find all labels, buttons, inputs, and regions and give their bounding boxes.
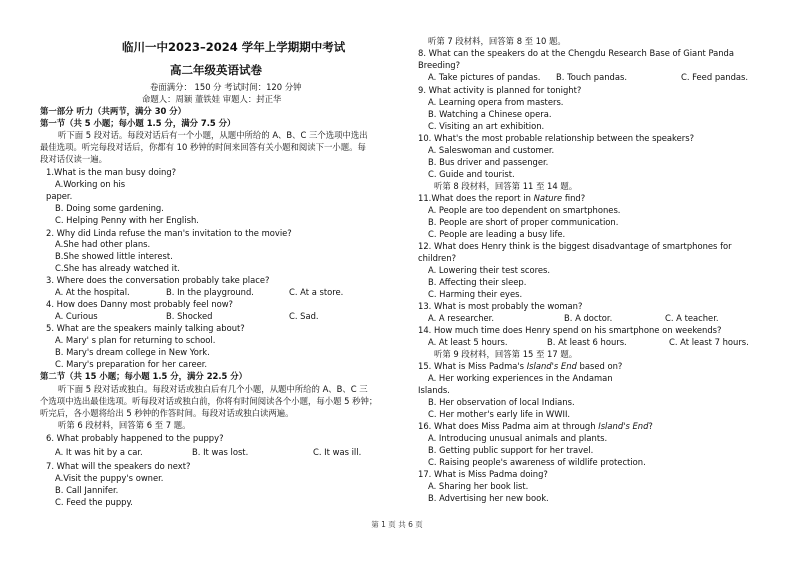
- q10-option-b: B. Bus driver and passenger.: [428, 157, 549, 167]
- q16-option-c: C. Raising people's awareness of wildlife protection.: [428, 457, 646, 467]
- question-8-line-2: Breeding?: [418, 60, 461, 70]
- q15-text-start: 15. What is Miss Padma's: [418, 361, 527, 371]
- q11-italic-title: Nature: [533, 193, 563, 203]
- q6-option-b: B. It was lost.: [192, 447, 249, 457]
- q5-option-a: A. Mary' s plan for returning to school.: [55, 335, 216, 345]
- q1-option-b: B. Doing some gardening.: [55, 203, 164, 213]
- q1-option-c: C. Helping Penny with her English.: [55, 215, 199, 225]
- q1-option-a-2: paper.: [46, 191, 73, 201]
- q8-option-c: C. Feed pandas.: [681, 72, 749, 82]
- q16-text-end: ?: [648, 421, 653, 431]
- q11-option-a: A. People are too dependent on smartphones.: [428, 205, 621, 215]
- q11-option-c: C. People are leading a busy life.: [428, 229, 566, 239]
- exam-meta-1: 卷面满分： 150 分 考试时间：120 分钟: [150, 82, 302, 92]
- exam-title: 临川一中2023–2024 学年上学期期中考试: [122, 40, 346, 54]
- listen-instruction-8: 听第 8 段材料，回答第 11 至 14 题。: [434, 181, 578, 191]
- q16-option-b: B. Getting public support for her travel.: [428, 445, 594, 455]
- q5-option-b: B. Mary's dream college in New York.: [55, 347, 210, 357]
- q2-option-a: A.She had other plans.: [55, 239, 151, 249]
- q10-option-a: A. Saleswoman and customer.: [428, 145, 555, 155]
- q9-option-a: A. Learning opera from masters.: [428, 97, 564, 107]
- q13-option-c: C. A teacher.: [665, 313, 719, 323]
- q10-option-c: C. Guide and tourist.: [428, 169, 515, 179]
- question-10: 10. What's the most probable relationship between the speakers?: [418, 133, 695, 143]
- section1-instructions-3: 段对话仅读一遍。: [40, 154, 107, 164]
- question-14: 14. How much time does Henry spend on his smartphone on weekends?: [418, 325, 722, 335]
- q11-text-start: 11.What does the report in: [418, 193, 534, 203]
- q7-option-a: A.Visit the puppy's owner.: [55, 473, 164, 483]
- section1-instructions-1: 听下面 5 段对话。每段对话后有一个小题，从题中所给的 A、B、C 三个选项中选出: [58, 130, 368, 140]
- question-12-line-1: 12. What does Henry think is the biggest disadvantage of smartphones for: [418, 241, 732, 251]
- q16-italic-title: Island's End: [598, 421, 649, 431]
- listen-instruction-6: 听第 6 段材料，回答第 6 至 7 题。: [58, 420, 191, 430]
- q4-option-b: B. Shocked: [166, 311, 213, 321]
- page-footer: 第 1 页 共 6 页: [371, 520, 423, 529]
- section1-instructions-2: 最佳选项。听完每段对话后，你都有 10 秒钟的时间来回答有关小题和阅读下一小题。每: [40, 142, 366, 152]
- q1-option-a-1: A.Working on his: [55, 179, 126, 189]
- question-15: [418, 360, 622, 372]
- question-16: [418, 420, 653, 432]
- section2-heading: 第二节（共 15 小题；每小题 1.5 分，满分 22.5 分）: [40, 371, 248, 381]
- q8-option-a: A. Take pictures of pandas.: [428, 72, 541, 82]
- q15-option-b: B. Her observation of local Indians.: [428, 397, 575, 407]
- question-11: [418, 192, 585, 204]
- q11-option-b: B. People are short of proper communication.: [428, 217, 619, 227]
- q13-option-b: B. A doctor.: [564, 313, 613, 323]
- q14-option-c: C. At least 7 hours.: [669, 337, 749, 347]
- q15-italic-title: Island's End: [526, 361, 577, 371]
- question-4: 4. How does Danny most probably feel now?: [46, 299, 233, 309]
- q7-option-c: C. Feed the puppy.: [55, 497, 133, 507]
- q15-option-a-2: Islands.: [418, 385, 450, 395]
- q12-option-b: B. Affecting their sleep.: [428, 277, 527, 287]
- paper-title: 高二年级英语试卷: [170, 63, 262, 77]
- question-7: 7. What will the speakers do next?: [46, 461, 191, 471]
- q2-option-b: B.She showed little interest.: [55, 251, 173, 261]
- question-9: 9. What activity is planned for tonight?: [418, 85, 582, 95]
- q17-option-b: B. Advertising her new book.: [428, 493, 549, 503]
- question-17: 17. What is Miss Padma doing?: [418, 469, 548, 479]
- question-3: 3. Where does the conversation probably take place?: [46, 275, 270, 285]
- question-5: 5. What are the speakers mainly talking about?: [46, 323, 245, 333]
- q4-option-c: C. Sad.: [289, 311, 319, 321]
- q16-option-a: A. Introducing unusual animals and plants.: [428, 433, 608, 443]
- q3-option-b: B. In the playground.: [166, 287, 254, 297]
- q8-option-b: B. Touch pandas.: [556, 72, 627, 82]
- q4-option-a: A. Curious: [55, 311, 98, 321]
- question-6: 6. What probably happened to the puppy?: [46, 433, 224, 443]
- listen-instruction-7: 听第 7 段材料，回答第 8 至 10 题。: [428, 36, 566, 46]
- q6-option-a: A. It was hit by a car.: [55, 447, 143, 457]
- section2-instructions-2: 个选项中选出最佳选项。听每段对话或独白前，你将有时间阅读各个小题，每小题 5 秒钟；: [40, 396, 378, 406]
- q5-option-c: C. Mary's preparation for her career.: [55, 359, 208, 369]
- question-2: 2. Why did Linda refuse the man's invitation to the movie?: [46, 228, 292, 238]
- q6-option-c: C. It was ill.: [313, 447, 362, 457]
- q16-text-start: 16. What does Miss Padma aim at through: [418, 421, 599, 431]
- q7-option-b: B. Call Jannifer.: [55, 485, 119, 495]
- q13-option-a: A. A researcher.: [428, 313, 495, 323]
- question-13: 13. What is most probably the woman?: [418, 301, 583, 311]
- q3-option-a: A. At the hospital.: [55, 287, 130, 297]
- question-8-line-1: 8. What can the speakers do at the Chengdu Research Base of Giant Panda: [418, 48, 735, 58]
- q9-option-c: C. Visiting an art exhibition.: [428, 121, 545, 131]
- q15-text-end: based on?: [576, 361, 623, 371]
- q3-option-c: C. At a store.: [289, 287, 344, 297]
- section1-heading: 第一节（共 5 小题；每小题 1.5 分，满分 7.5 分）: [40, 118, 236, 128]
- q15-option-a-1: A. Her working experiences in the Andaman: [428, 373, 613, 383]
- q14-option-a: A. At least 5 hours.: [428, 337, 508, 347]
- q14-option-b: B. At least 6 hours.: [547, 337, 627, 347]
- q9-option-b: B. Watching a Chinese opera.: [428, 109, 552, 119]
- part1-heading: 第一部分 听力（共两节，满分 30 分）: [40, 106, 187, 116]
- q17-option-a: A. Sharing her book list.: [428, 481, 529, 491]
- q2-option-c: C.She has already watched it.: [55, 263, 180, 273]
- question-12-line-2: children?: [418, 253, 457, 263]
- q15-option-c: C. Her mother's early life in WWII.: [428, 409, 571, 419]
- exam-meta-2: 命题人：周颖 董铁娃 审题人：封正华: [142, 94, 282, 104]
- section2-instructions-1: 听下面 5 段对话或独白。每段对话或独白后有几个小题，从题中所给的 A、B、C 三: [58, 384, 368, 394]
- section2-instructions-3: 听完后，各小题将给出 5 秒钟的作答时间。每段对话或独白读两遍。: [40, 408, 294, 418]
- listen-instruction-9: 听第 9 段材料，回答第 15 至 17 题。: [434, 349, 578, 359]
- question-1: 1.What is the man busy doing?: [46, 167, 177, 177]
- q12-option-a: A. Lowering their test scores.: [428, 265, 551, 275]
- q11-text-end: find?: [562, 193, 586, 203]
- q12-option-c: C. Harming their eyes.: [428, 289, 523, 299]
